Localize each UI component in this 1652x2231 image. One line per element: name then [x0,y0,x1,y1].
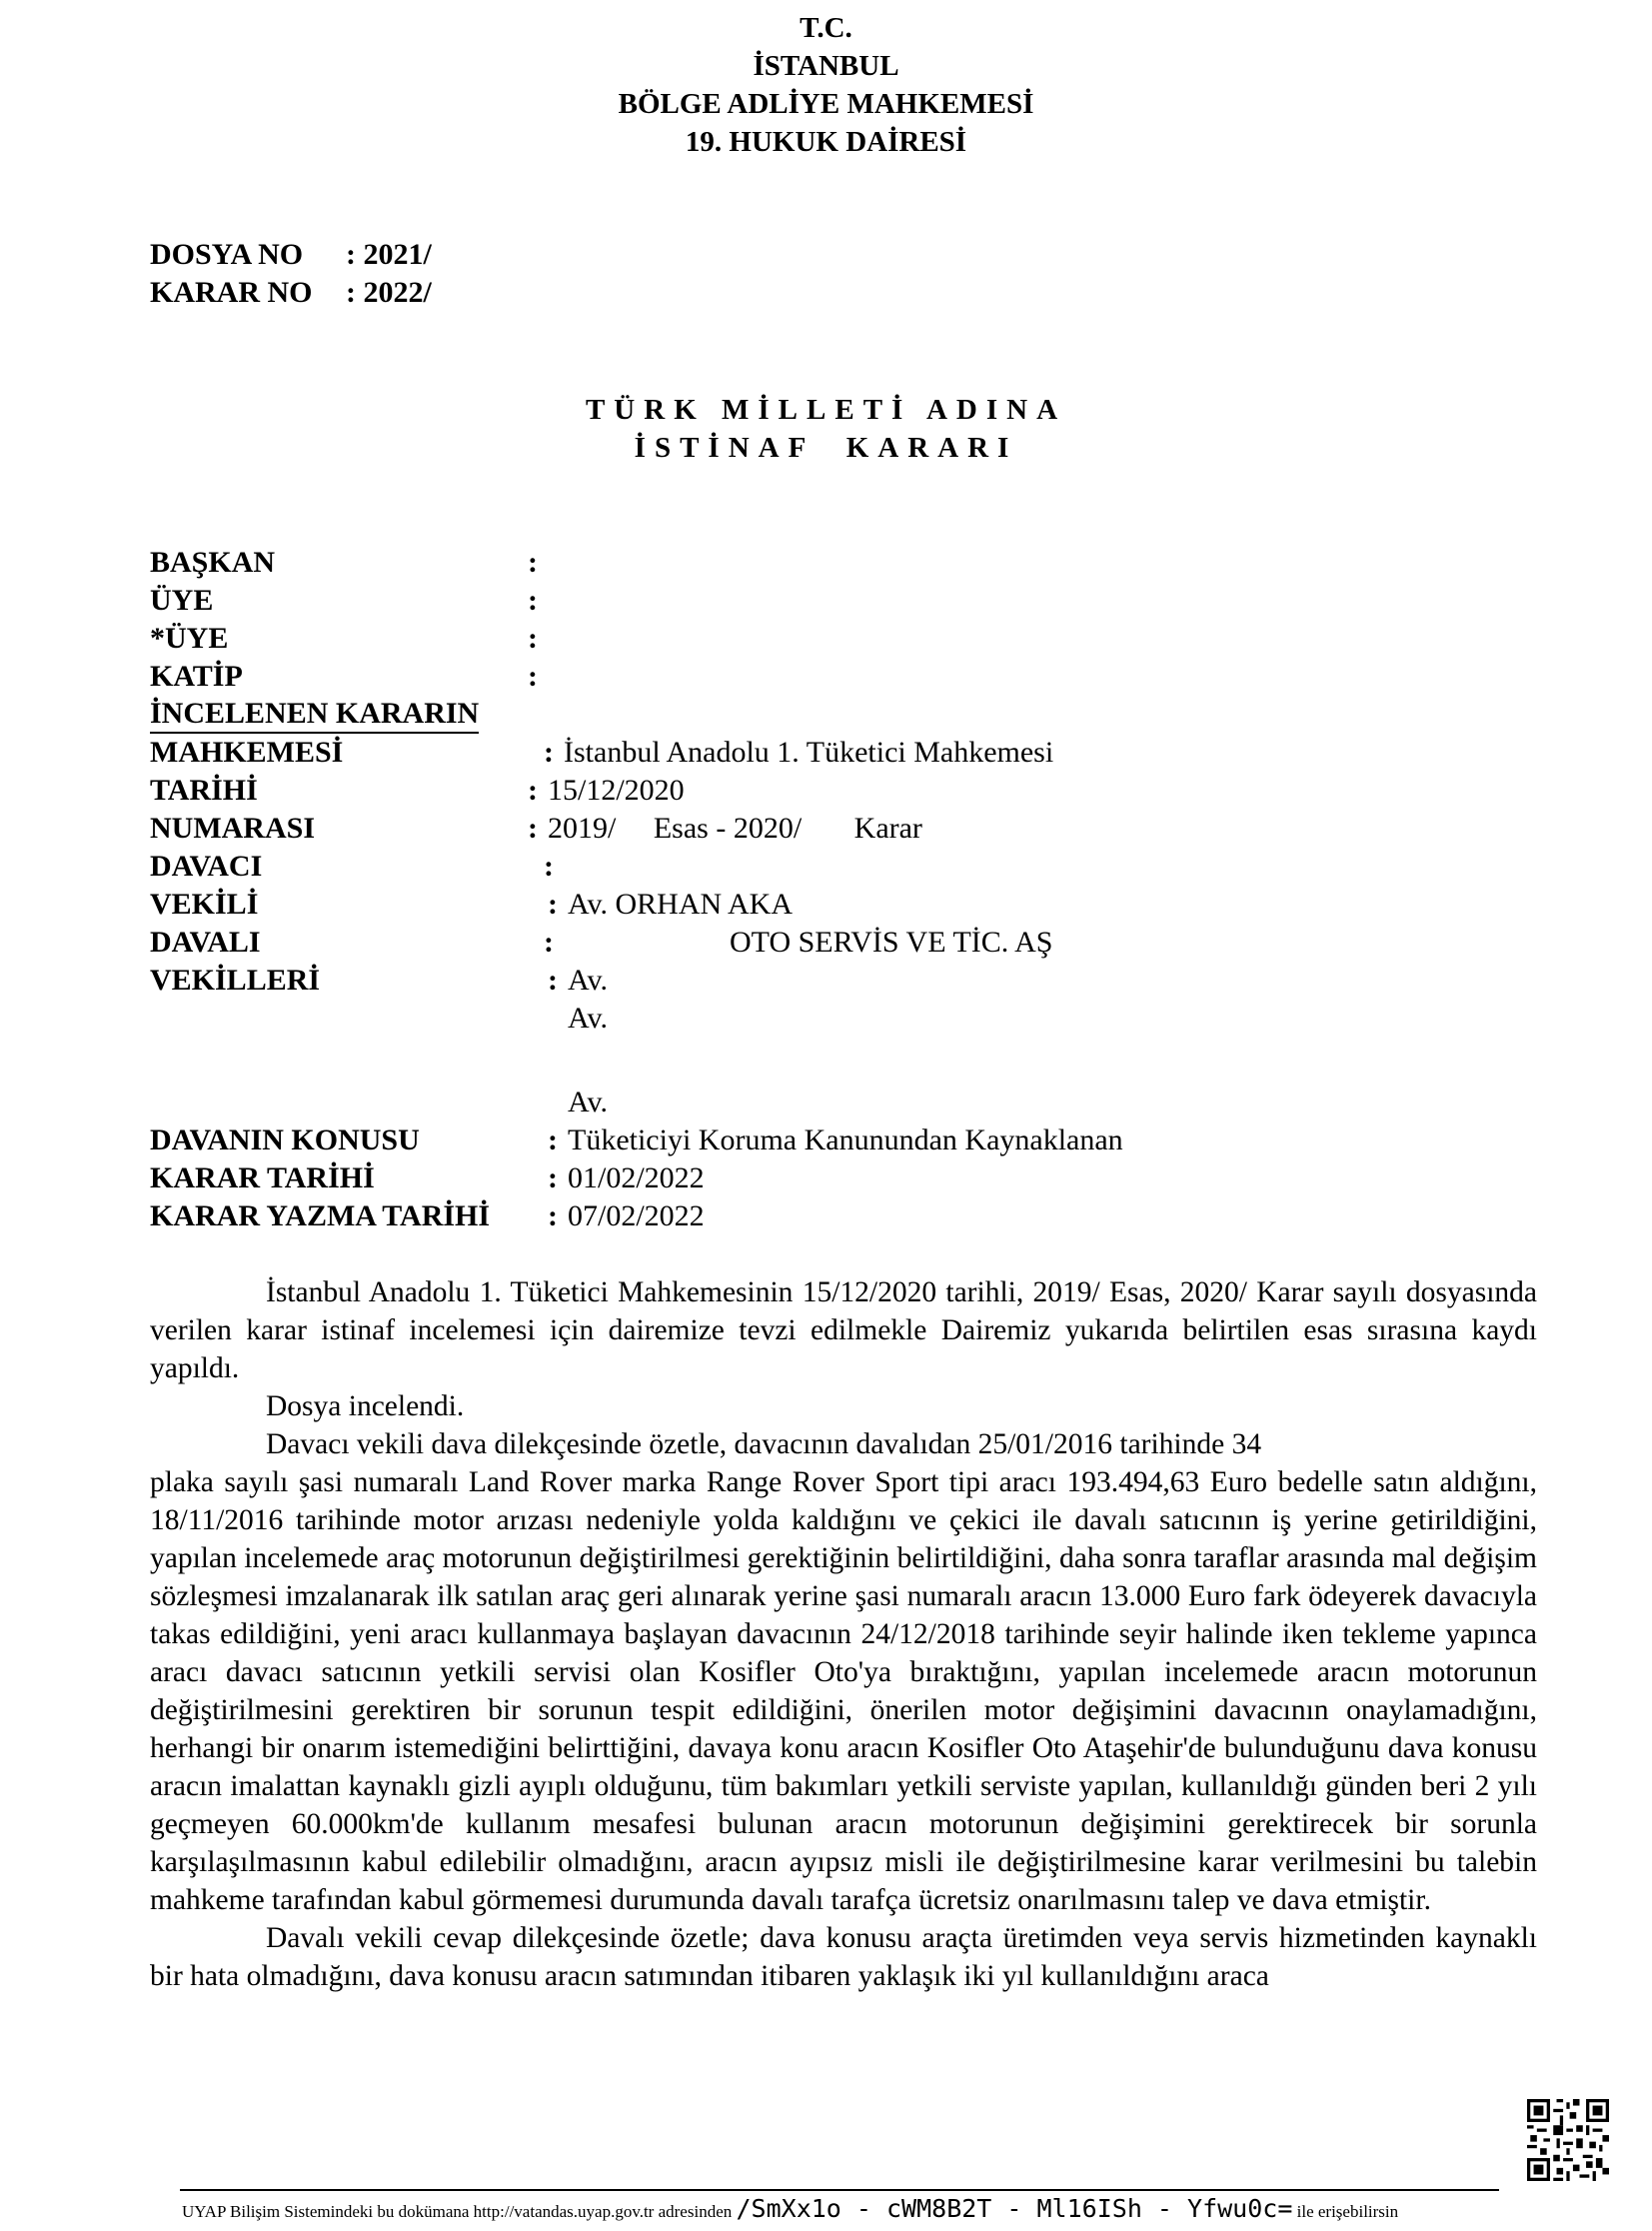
value-tarihi: 15/12/2020 [548,774,685,807]
label-mahkemesi: MAHKEMESİ [150,736,344,769]
colon-baskan: : [528,546,538,579]
header-city: İSTANBUL [753,50,899,82]
paragraph-davaci-start: Davacı vekili dava dilekçesinde özetle, davacının davalıdan 25/01/2016 tarihinde 34 [266,1428,1262,1460]
label-baskan: BAŞKAN [150,546,276,579]
label-davaci: DAVACI [150,850,263,883]
label-vekili: VEKİLİ [150,888,259,921]
colon-katip: : [528,660,538,693]
value-mahkemesi: İstanbul Anadolu 1. Tüketici Mahkemesi [564,736,1054,769]
label-vekilleri: VEKİLLERİ [150,964,321,997]
dosya-no-label: DOSYA NO [150,238,304,271]
label-konusu: DAVANIN KONUSU [150,1123,420,1156]
paragraph-davali-response: Davalı vekili cevap dilekçesinde özetle; dava konusu araçta üretimden veya servis hizmetinden kaynaklı bir hata olmadığını, dava konusu aracın satımından itibaren yaklaşık iki yıl kullanıldığını araca [150,1922,1537,1992]
karar-no-label: KARAR NO [150,276,313,309]
colon-vekili: : [548,888,558,921]
colon-davaci: : [544,850,554,883]
value-konusu: Tüketiciyi Koruma Kanunundan Kaynaklanan [568,1123,1123,1156]
dosya-no-value: : 2021/ [346,238,432,271]
colon-yazma-tarihi: : [548,1199,558,1232]
footer-code: /SmXx1o - cWM8B2T - Ml16ISh - Yfwu0c= [736,2194,1293,2223]
value-numarasi: 2019/ Esas - 2020/ Karar [548,812,922,845]
header-court: BÖLGE ADLİYE MAHKEMESİ [618,88,1034,120]
value-vekilleri-2: Av. [568,1002,608,1035]
paragraph-intro: İstanbul Anadolu 1. Tüketici Mahkemesinin 15/12/2020 tarihli, 2019/ Esas, 2020/ Karar sayılı dosyasında verilen karar istinaf incelemesi için dairemize tevzi edilmekle Dairemiz yukarıda belirtilen esas sırasına kaydı yapıldı. [150,1276,1537,1384]
decision-body [150,1273,1537,1995]
footer-prefix: UYAP Bilişim Sistemindeki bu dokümana http://vatandas.uyap.gov.tr adresinden [182,2202,737,2221]
label-uye2: *ÜYE [150,622,229,655]
label-davali: DAVALI [150,926,261,959]
label-uye: ÜYE [150,584,214,617]
colon-numarasi: : [528,812,538,845]
colon-mahkemesi: : [544,736,554,769]
value-davali: OTO SERVİS VE TİC. AŞ [730,926,1053,959]
colon-konusu: : [548,1123,558,1156]
title-turk-milleti: TÜRK MİLLETİ ADINA [585,394,1067,426]
label-karar-tarihi: KARAR TARİHİ [150,1161,375,1194]
colon-uye: : [528,584,538,617]
label-yazma-tarihi: KARAR YAZMA TARİHİ [150,1199,491,1232]
value-yazma-tarihi: 07/02/2022 [568,1199,705,1232]
paragraph-davaci-claims: plaka sayılı şasi numaralı Land Rover marka Range Rover Sport tipi aracı 193.494,63 Euro bedelle satın aldığını, 18/11/2016 tarihinde motor arızası nedeniyle yolda kaldığını ve çekici ile davalı satıcının iş yerine getirildiğini, yapılan incelemede araç motorunun değiştirilmesi gerektiğinin belirtildiğini, daha sonra taraflar arasında mal değişim sözleşmesi imzalanarak ilk satılan araç geri alınarak yerine şasi numaralı aracın 13.000 Euro fark ödeyerek davacıyla takas edildiğini, yeni aracı kullanmaya başlayan davacının 24/12/2018 tarihinde seyir halinde iken tekleme yapınca aracı davacı satıcının yetkili servisi olan Kosifler Oto'ya bıraktığını, yapılan incelemede aracın motorunun değiştirilmesini gerektiren bir sorunun tespit edildiğini, önerilen motor değişimini davacının onaylamadığını, herhangi bir onarım istemediğini belirttiğini, davaya konu aracın Kosifler Oto Ataşehir'de bulunduğunu dava konusu aracın imalattan kaynaklı gizli ayıplı olduğunu, tüm bakımları yetkili serviste yapılan, kullanıldığı günden beri 2 yılı geçmeyen 60.000km'de kullanım mesafesi bulunan aracın motorunun değişimini gerektirecek bir sorunla karşılaşılmasının kabul edilebilir olmadığını, aracın ayıpsız misli ile değiştirilmesine karar verilmesini bu talebin mahkeme tarafından kabul görmemesi durumunda davalı tarafça ücretsiz onarılmasını talep ve dava etmiştir. [150,1466,1537,1916]
value-vekilleri-1: Av. [568,964,608,997]
label-numarasi: NUMARASI [150,812,315,845]
footer-suffix: ile erişebilirsin [1292,2202,1399,2221]
header-chamber: 19. HUKUK DAİRESİ [685,126,967,158]
value-karar-tarihi: 01/02/2022 [568,1161,705,1194]
qr-code-icon [1527,2099,1609,2181]
paragraph-dosya-incelendi: Dosya incelendi. [266,1390,465,1422]
footer-divider [180,2189,1499,2191]
colon-karar-tarihi: : [548,1161,558,1194]
colon-davali: : [544,926,554,959]
title-istinaf-karari: İSTİNAF KARARI [634,432,1018,464]
colon-uye2: : [528,622,538,655]
colon-vekilleri: : [548,964,558,997]
label-tarihi: TARİHİ [150,774,258,807]
karar-no-value: : 2022/ [346,276,432,309]
value-vekilleri-3: Av. [568,1086,608,1118]
header-tc: T.C. [800,12,852,44]
value-vekili: Av. ORHAN AKA [568,888,793,921]
footer-uyap [182,2194,1398,2227]
colon-tarihi: : [528,774,538,807]
label-katip: KATİP [150,660,243,693]
label-incelenen: İNCELENEN KARARIN [150,696,479,734]
